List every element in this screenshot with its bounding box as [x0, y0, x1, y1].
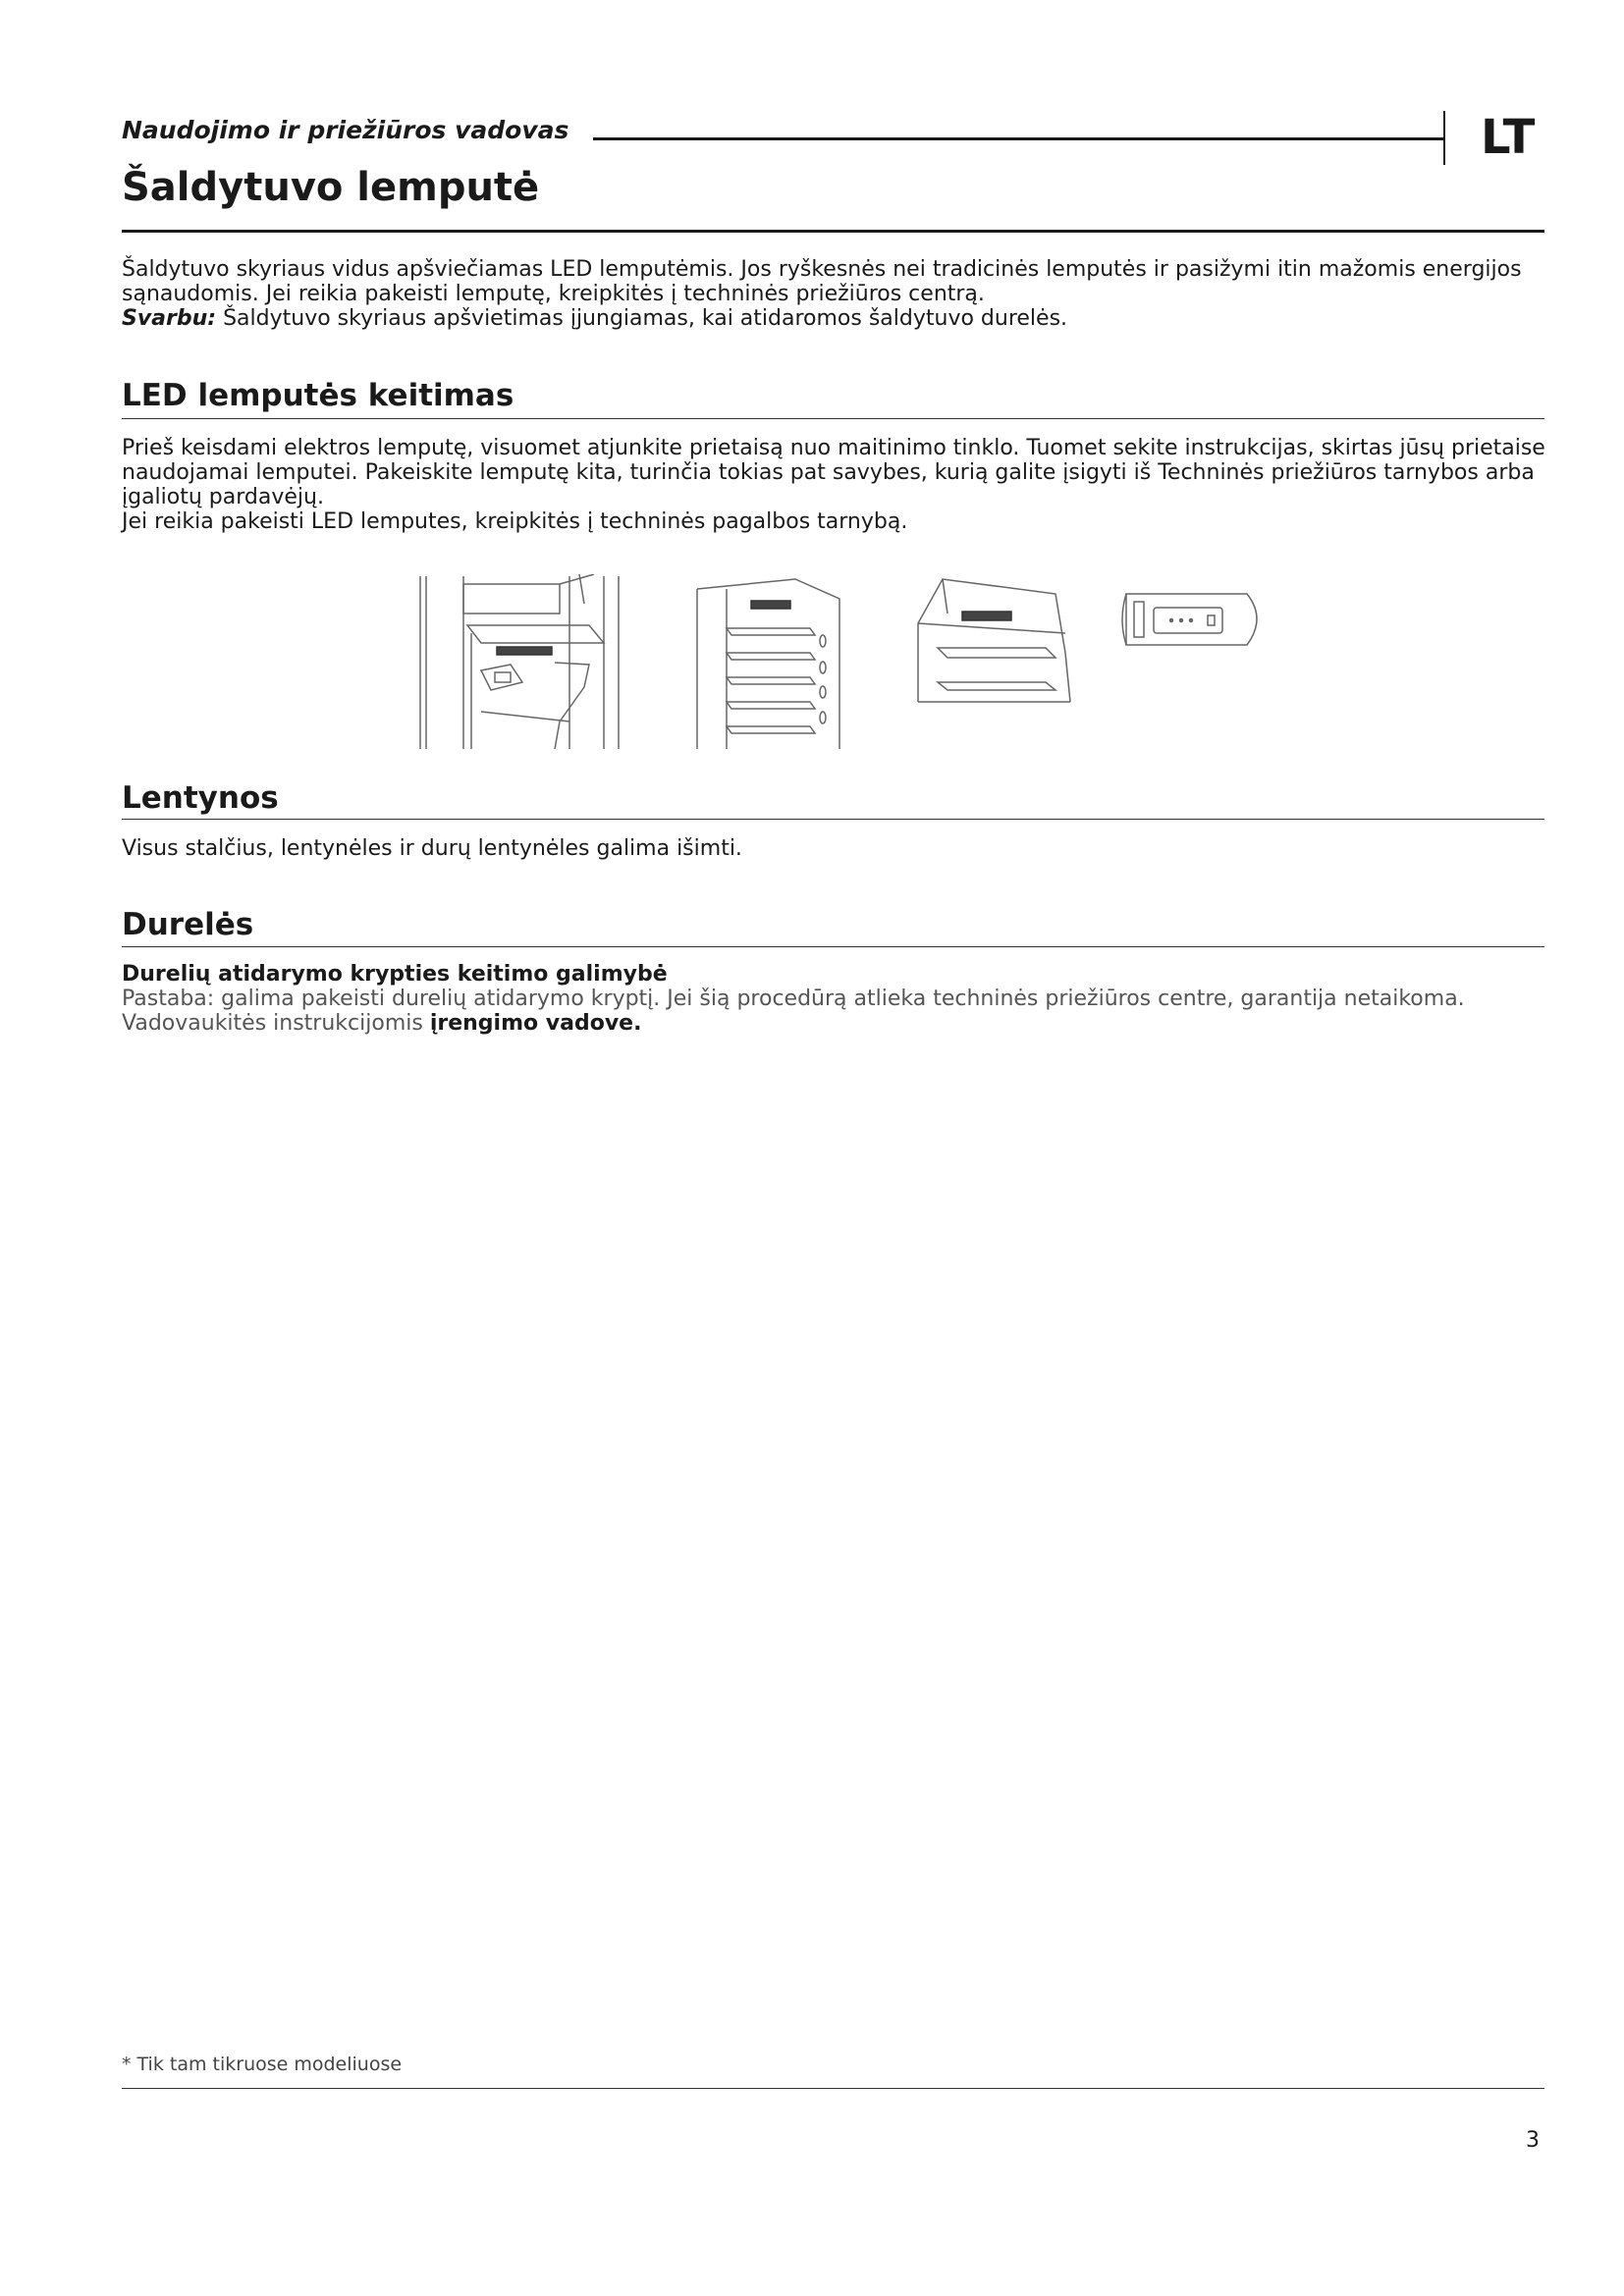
- important-note: [122, 306, 1545, 331]
- shelves-paragraph: [122, 836, 1545, 861]
- shelves-section-rule: [122, 819, 1544, 820]
- header-tick: [1443, 111, 1445, 165]
- shelves-section-title: Lentynos: [122, 780, 279, 816]
- doors-paragraph: [122, 962, 1545, 1036]
- led-text-2: Jei reikia pakeisti LED lemputes, kreipkitės į techninės pagalbos tarnybą.: [122, 509, 908, 534]
- doors-section-title: Durelės: [122, 907, 254, 942]
- language-code: LT: [1481, 110, 1536, 165]
- guide-title: Naudojimo ir priežiūros vadovas: [122, 116, 569, 144]
- doors-section-rule: [122, 946, 1544, 947]
- led-paragraph: [122, 436, 1545, 534]
- footer-rule: [122, 2088, 1544, 2089]
- doors-instructions: [122, 1011, 1545, 1036]
- led-section-title: LED lemputės keitimas: [122, 378, 514, 413]
- intro-paragraph: [122, 257, 1545, 331]
- footnote: * Tik tam tikruose modeliuose: [122, 2054, 403, 2075]
- instructions-bold: įrengimo vadove.: [429, 1011, 642, 1036]
- header-rule: [593, 137, 1443, 140]
- important-label: Svarbu:: [122, 306, 217, 331]
- light-housing-illustration: [908, 574, 1075, 712]
- instructions-prefix: Vadovaukitės instrukcijomis: [122, 1011, 430, 1036]
- fridge-interior-illustration: [412, 574, 668, 751]
- led-illustrations: [412, 574, 1276, 751]
- led-module-illustration: [1114, 574, 1272, 663]
- doors-subheading: Durelių atidarymo krypties keitimo galimybė: [122, 962, 668, 987]
- doors-note: Pastaba: galima pakeisti durelių atidarymo kryptį. Jei šią procedūrą atlieka techninės priežiūros centre, garantija netaikoma.: [122, 987, 1465, 1011]
- led-section-rule: [122, 418, 1544, 419]
- page-number: 3: [1526, 2128, 1540, 2153]
- intro-text: Šaldytuvo skyriaus vidus apšviečiamas LED lemputėmis. Jos ryškesnės nei tradicinės lemputės ir pasižymi itin mažomis energijos sąnaudomis. Jei reikia pakeisti lemputę, kreipkitės į techninės priežiūros centrą.: [122, 257, 1522, 306]
- title-rule: [122, 230, 1544, 233]
- fridge-shelves-illustration: [687, 574, 844, 751]
- important-text: Šaldytuvo skyriaus apšvietimas įjungiamas, kai atidaromos šaldytuvo durelės.: [216, 306, 1068, 331]
- led-text-1: Prieš keisdami elektros lemputę, visuomet atjunkite prietaisą nuo maitinimo tinklo. Tuomet sekite instrukcijas, skirtas jūsų prietaise naudojamai lemputei. Pakeiskite lemputę kita, turinčia tokias pat savybes, kurią galite įsigyti iš Techninės priežiūros tarnybos arba įgaliotų pardavėjų.: [122, 436, 1545, 509]
- page-title: Šaldytuvo lemputė: [122, 165, 540, 210]
- shelves-text: Visus stalčius, lentynėles ir durų lentynėles galima išimti.: [122, 836, 742, 861]
